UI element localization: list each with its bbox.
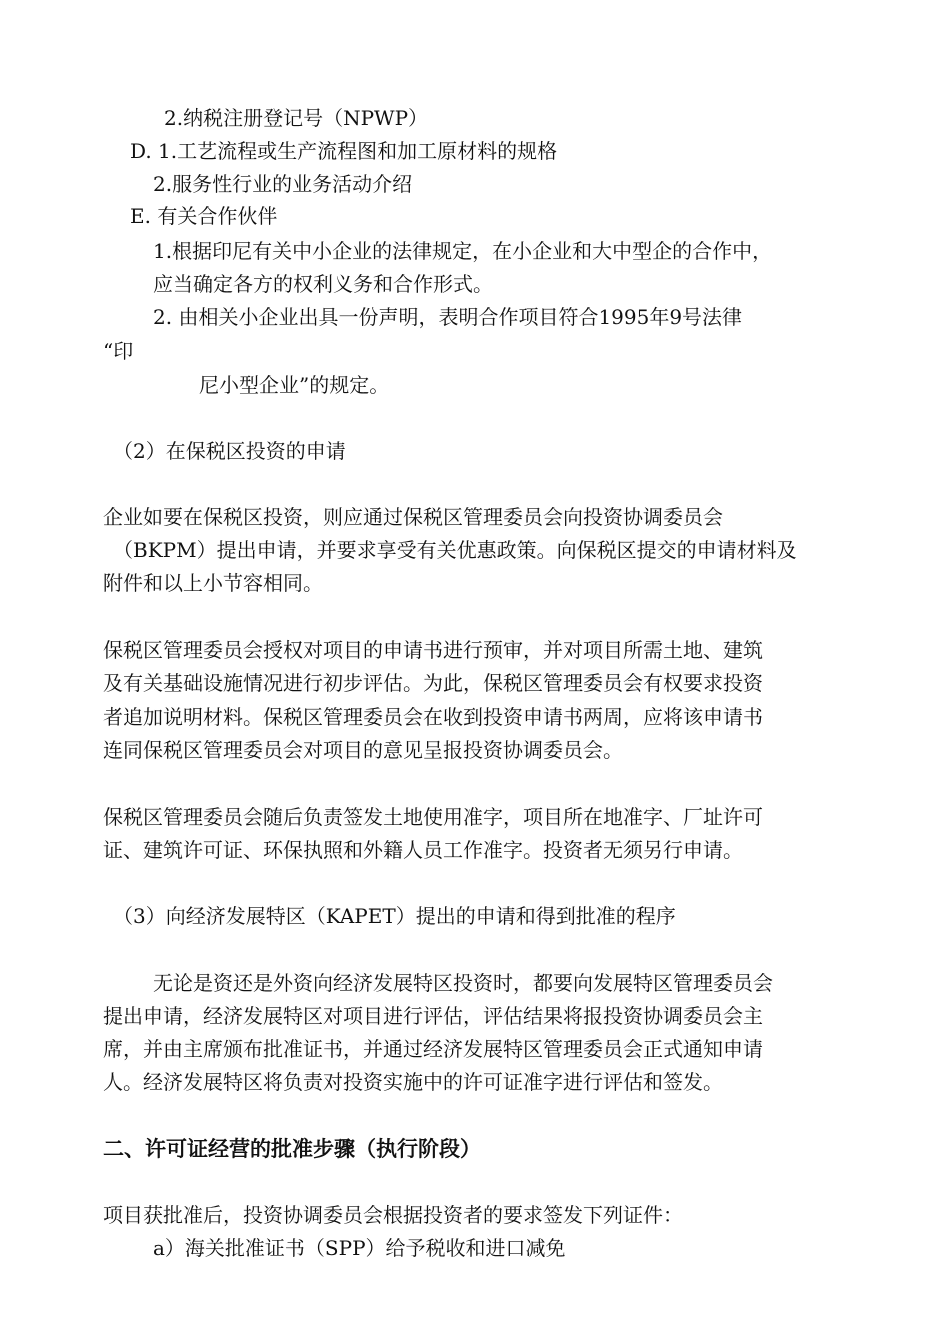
paragraph-line: 附件和以上小节容相同。 xyxy=(103,571,323,595)
text-line: D. 1.工艺流程或生产流程图和加工原材料的规格 xyxy=(130,139,558,163)
paragraph-line: 证、建筑许可证、环保执照和外籍人员工作准字。投资者无须另行申请。 xyxy=(103,838,743,862)
paragraph-line: 保税区管理委员会授权对项目的申请书进行预审，并对项目所需土地、建筑 xyxy=(103,638,763,662)
paragraph-line: 及有关基础设施情况进行初步评估。为此，保税区管理委员会有权要求投资 xyxy=(103,671,763,695)
text-line: 2.纳税注册登记号（NPWP） xyxy=(164,106,429,130)
paragraph-line: 人。经济发展特区将负责对投资实施中的许可证准字进行评估和签发。 xyxy=(103,1070,723,1094)
paragraph-line: 连同保税区管理委员会对项目的意见呈报投资协调委员会。 xyxy=(103,738,623,762)
section-heading: （2）在保税区投资的申请 xyxy=(113,439,346,463)
paragraph-line: 者追加说明材料。保税区管理委员会在收到投资申请书两周，应将该申请书 xyxy=(103,705,763,729)
text-line: E. 有关合作伙伴 xyxy=(130,204,278,228)
paragraph-line: （BKPM）提出申请，并要求享受有关优惠政策。向保税区提交的申请材料及 xyxy=(113,538,797,562)
text-line: 1.根据印尼有关中小企业的法律规定，在小企业和大中型企的合作中， xyxy=(153,239,773,263)
text-line: 2.服务性行业的业务活动介绍 xyxy=(153,172,413,196)
text-line: 尼小型企业”的规定。 xyxy=(199,373,390,397)
section-heading: （3）向经济发展特区（KAPET）提出的申请和得到批准的程序 xyxy=(113,904,676,928)
text-line: 应当确定各方的权利义务和合作形式。 xyxy=(153,272,493,296)
paragraph-line: 项目获批准后，投资协调委员会根据投资者的要求签发下列证件： xyxy=(103,1203,683,1227)
list-item: a）海关批准证书（SPP）给予税收和进口减免 xyxy=(153,1236,566,1260)
paragraph-line: 保税区管理委员会随后负责签发土地使用准字，项目所在地准字、厂址许可 xyxy=(103,805,763,829)
paragraph-line: 席，并由主席颁布批准证书，并通过经济发展特区管理委员会正式通知申请 xyxy=(103,1037,763,1061)
paragraph-line: 提出申请，经济发展特区对项目进行评估，评估结果将报投资协调委员会主 xyxy=(103,1004,763,1028)
chapter-heading: 二、许可证经营的批准步骤（执行阶段） xyxy=(103,1136,481,1161)
paragraph-line: 无论是资还是外资向经济发展特区投资时，都要向发展特区管理委员会 xyxy=(153,971,773,995)
text-line: “印 xyxy=(103,339,134,363)
text-line: 2. 由相关小企业出具一份声明，表明合作项目符合1995年9号法律 xyxy=(153,305,743,329)
paragraph-line: 企业如要在保税区投资，则应通过保税区管理委员会向投资协调委员会 xyxy=(103,505,723,529)
